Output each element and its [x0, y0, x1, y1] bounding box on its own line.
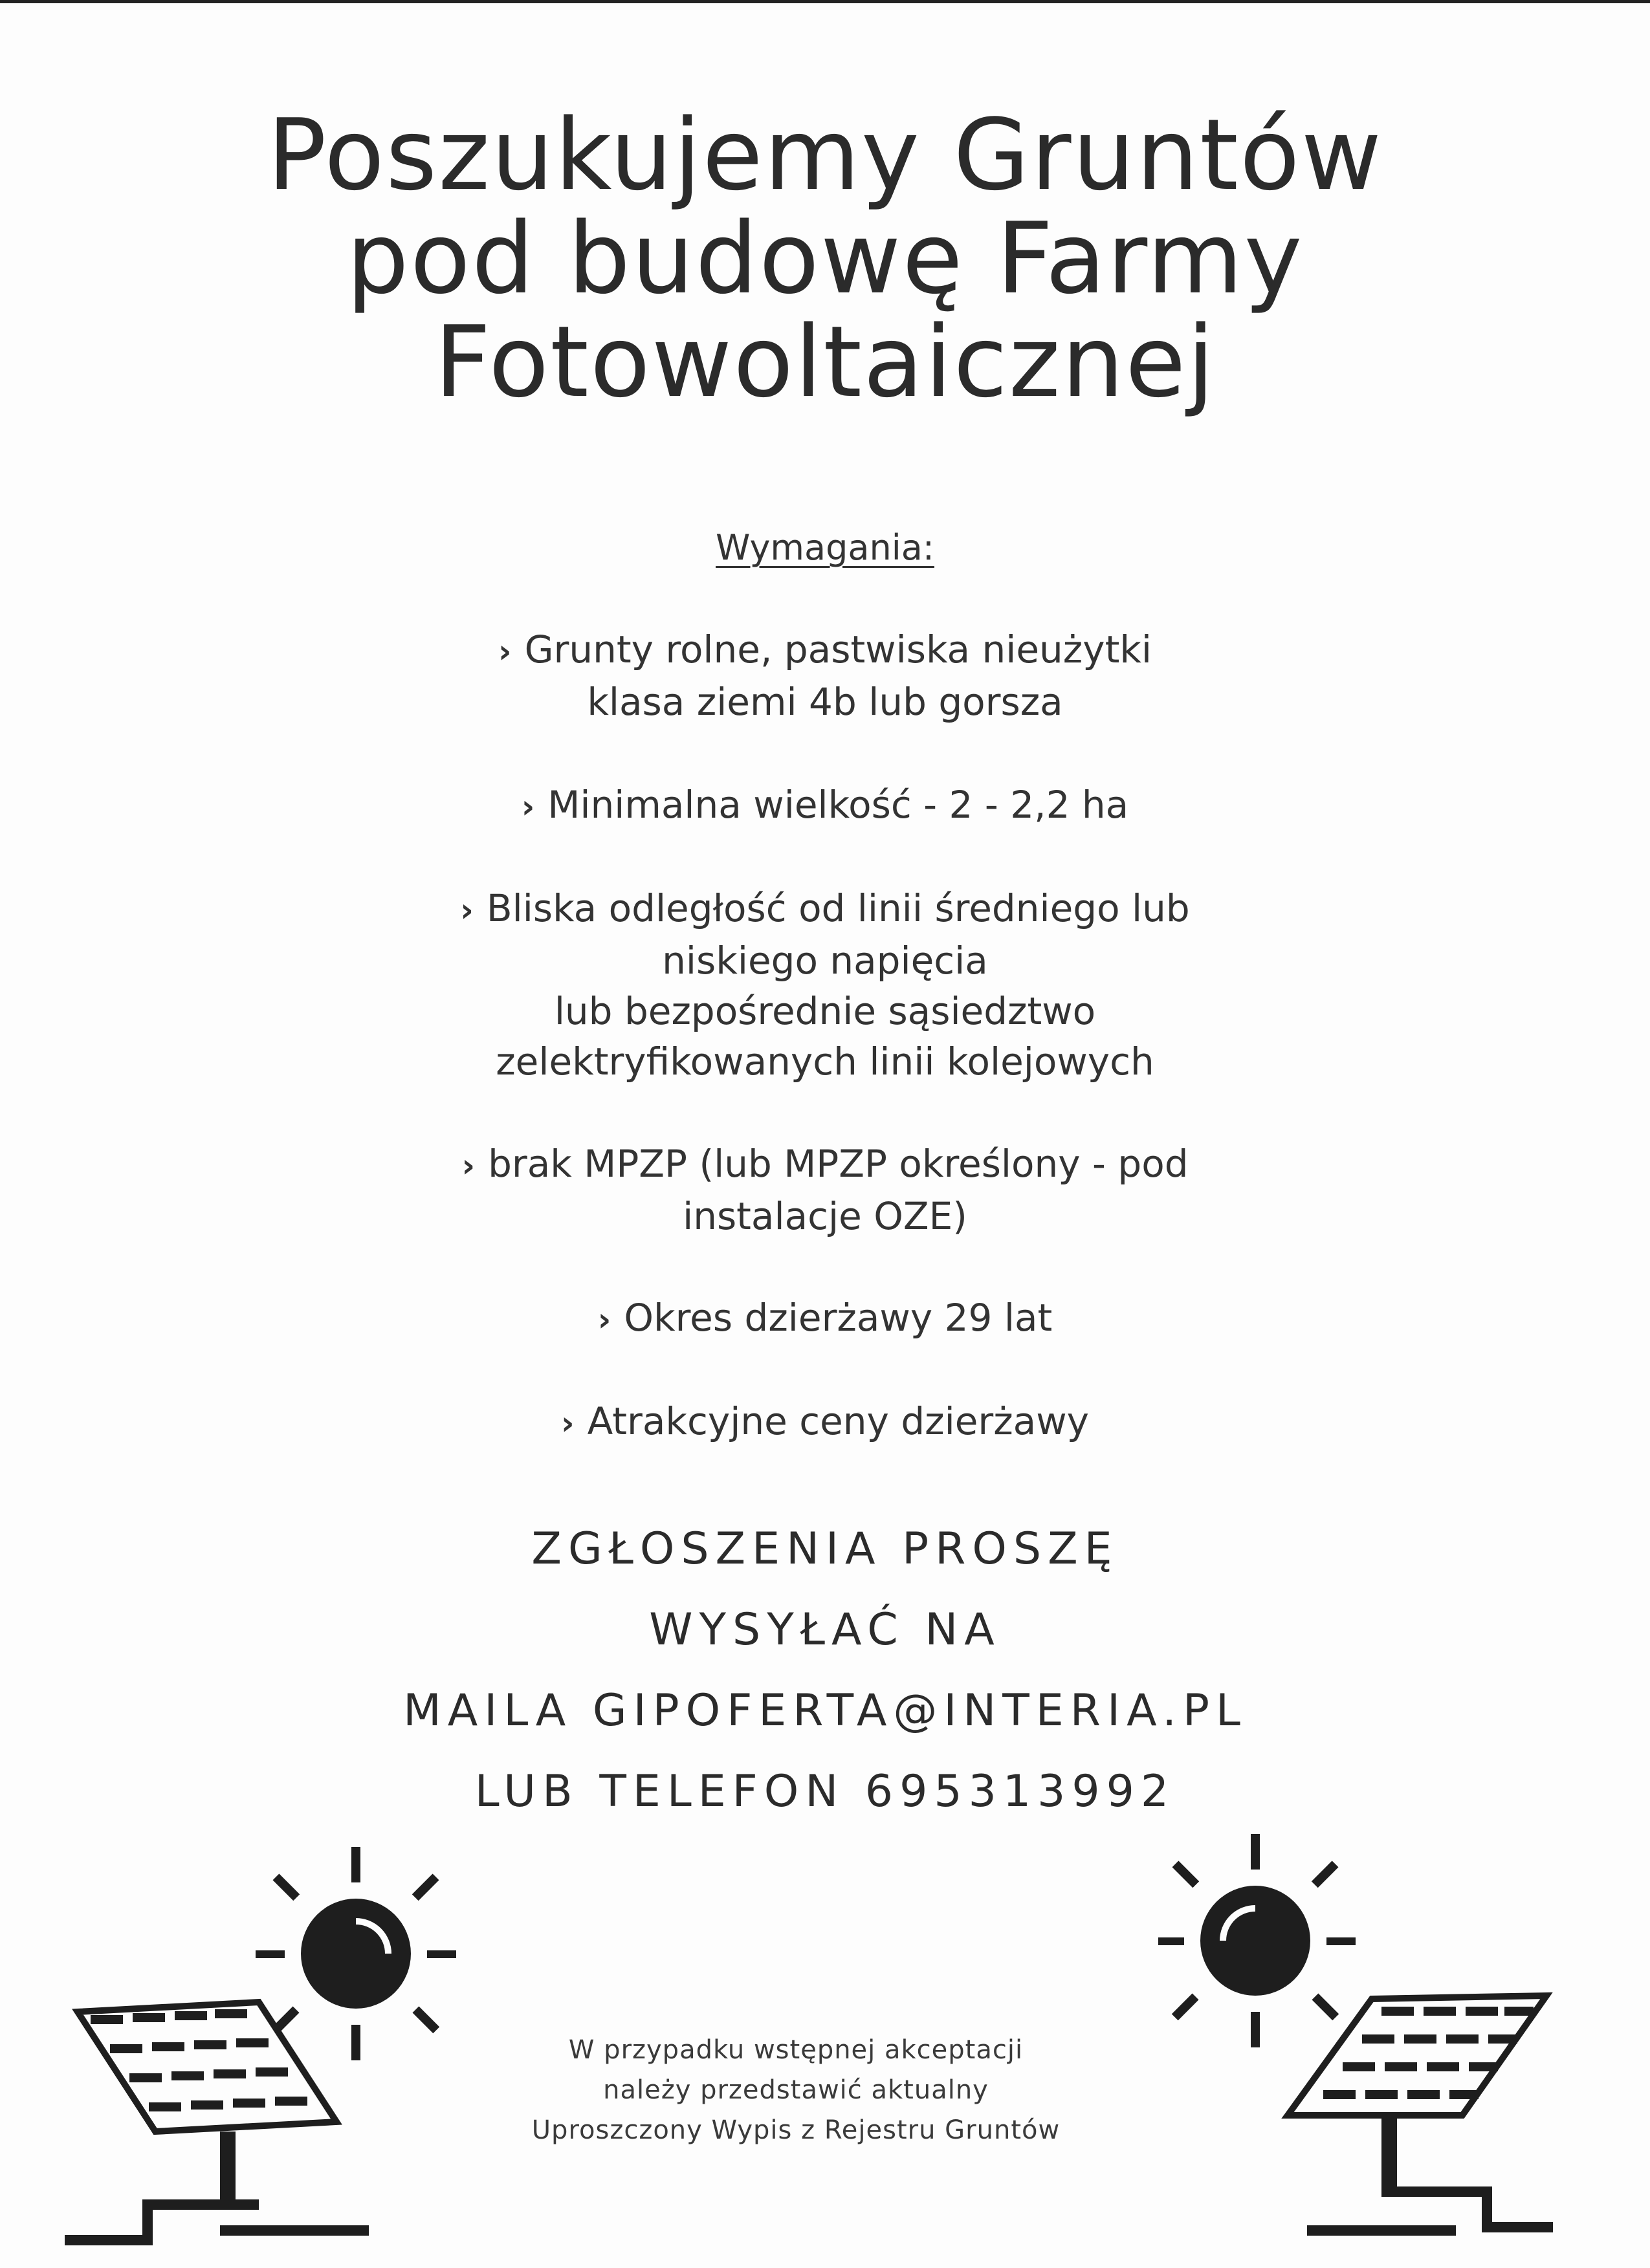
- note-line-2: należy przedstawić aktualny: [603, 2075, 989, 2105]
- chevron-right-icon: ›: [597, 1301, 611, 1338]
- requirement-text: klasa ziemi 4b lub gorsza: [587, 680, 1063, 724]
- chevron-right-icon: ›: [521, 788, 535, 825]
- contact-line-2: WYSYŁAĆ NA: [649, 1604, 1001, 1655]
- requirements-heading: Wymagania:: [716, 527, 934, 568]
- title-line-2: pod budowę Farmy: [346, 201, 1304, 316]
- chevron-right-icon: ›: [498, 633, 512, 670]
- solar-panel-sun-icon: [1158, 1824, 1559, 2238]
- sun-icon: [301, 1899, 411, 2009]
- requirement-item-5: [259, 1292, 1391, 1345]
- requirement-text: Atrakcyjne ceny dzierżawy: [587, 1399, 1089, 1443]
- requirement-item-4: [259, 1139, 1391, 1241]
- contact-line-1: ZGŁOSZENIA PROSZĘ: [531, 1523, 1119, 1575]
- requirement-text: Minimalna wielkość - 2 - 2,2 ha: [547, 783, 1129, 827]
- sun-icon: [1200, 1886, 1310, 1996]
- requirement-item-6: [259, 1396, 1391, 1448]
- chevron-right-icon: ›: [460, 891, 474, 929]
- title-line-1: Poszukujemy Gruntów: [267, 98, 1383, 212]
- solar-panel-sun-icon: [65, 1837, 466, 2251]
- requirement-text: Bliska odległość od linii średniego lub: [486, 886, 1190, 930]
- requirement-item-3: [259, 883, 1391, 1087]
- requirement-text: zelektryfikowanych linii kolejowych: [496, 1040, 1154, 1084]
- requirement-text: lub bezpośrednie sąsiedztwo: [554, 989, 1096, 1033]
- note-line-1: W przypadku wstępnej akceptacji: [568, 2035, 1024, 2065]
- contact-phone: LUB TELEFON 695313992: [474, 1766, 1176, 1817]
- contact-email: MAILA GIPOFERTA@INTERIA.PL: [403, 1685, 1247, 1736]
- requirement-text: brak MPZP (lub MPZP określony - pod: [488, 1142, 1189, 1186]
- requirement-item-2: [259, 780, 1391, 832]
- note: [453, 2030, 1139, 2150]
- requirement-text: niskiego napięcia: [662, 939, 988, 983]
- page-title: [194, 98, 1456, 419]
- chevron-right-icon: ›: [461, 1147, 476, 1184]
- title-line-3: Fotowoltaicznej: [434, 305, 1216, 419]
- top-border: [0, 0, 1650, 3]
- requirement-item-1: [259, 624, 1391, 727]
- requirement-text: instalacje OZE): [683, 1194, 967, 1238]
- chevron-right-icon: ›: [561, 1404, 575, 1442]
- requirement-text: Okres dzierżawy 29 lat: [624, 1296, 1053, 1340]
- requirement-text: Grunty rolne, pastwiska nieużytki: [524, 627, 1152, 671]
- note-line-3: Uproszczony Wypis z Rejestru Gruntów: [531, 2115, 1061, 2145]
